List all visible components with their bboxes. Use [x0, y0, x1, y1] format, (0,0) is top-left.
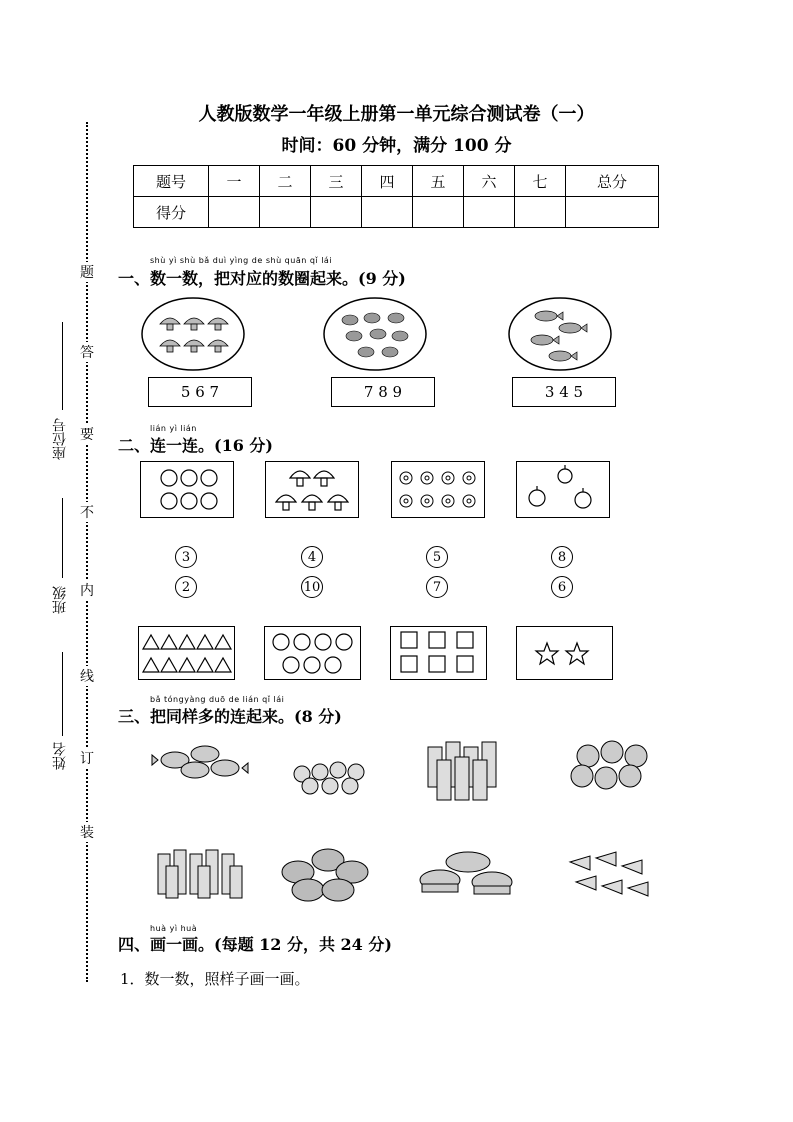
flower-icon-group	[392, 462, 484, 517]
class-field[interactable]	[62, 498, 63, 578]
score-header-cell: 总分	[566, 166, 659, 197]
fish-icon-group	[531, 311, 587, 361]
bottle-icon-group	[428, 742, 496, 800]
score-cell[interactable]	[362, 197, 413, 228]
bottom-number-circle[interactable]: 2	[175, 576, 197, 598]
square-icon-group	[391, 627, 486, 679]
section1-ovals	[140, 296, 700, 376]
seat-number-field[interactable]	[62, 322, 63, 410]
score-header-cell: 五	[413, 166, 464, 197]
orange-box	[140, 461, 234, 518]
candy-icon-group	[152, 746, 248, 778]
section2-title: 二、连一连。(16 分)	[118, 436, 273, 455]
score-header-cell: 四	[362, 166, 413, 197]
square-box	[390, 626, 487, 680]
star-box	[516, 626, 613, 680]
score-cell[interactable]	[464, 197, 515, 228]
score-table	[133, 165, 659, 228]
mushroom-box	[265, 461, 359, 518]
triangle-box	[138, 626, 235, 680]
score-header-cell: 二	[260, 166, 311, 197]
score-header-cell: 三	[311, 166, 362, 197]
binding-dotted-line	[86, 122, 88, 982]
bottle-row-icon-group	[158, 850, 242, 898]
count-choice-box[interactable]: 3 4 5	[512, 377, 616, 407]
apple-icon-group	[517, 462, 609, 517]
section4-title: 四、画一画。(每题 12 分，共 24 分)	[118, 935, 392, 954]
top-number-circle[interactable]: 5	[426, 546, 448, 568]
binding-char: 不	[80, 502, 94, 522]
mushroom-oval	[142, 298, 244, 370]
mushroom-icon-group	[160, 318, 228, 352]
mushroom-icon-group	[266, 462, 358, 517]
score-header-row	[134, 166, 659, 197]
class-label: 班级	[52, 586, 68, 614]
score-cell[interactable]	[566, 197, 659, 228]
small-apple-icon-group	[294, 762, 364, 794]
top-number-circle[interactable]: 8	[551, 546, 573, 568]
circle-icon-group	[265, 627, 360, 679]
score-cell[interactable]	[515, 197, 566, 228]
orange-icon-group	[141, 462, 233, 517]
name-label: 姓名	[52, 742, 68, 770]
score-header-cell: 六	[464, 166, 515, 197]
question-4-1: 1．数一数，照样子画一画。	[120, 970, 310, 988]
section4-pinyin: huà yì huà	[150, 924, 198, 933]
bottom-number-circle[interactable]: 6	[551, 576, 573, 598]
cake-icon-group	[570, 852, 648, 896]
top-number-circle[interactable]: 3	[175, 546, 197, 568]
binding-char: 内	[80, 580, 94, 600]
score-cell[interactable]	[209, 197, 260, 228]
page-title: 人教版数学一年级上册第一单元综合测试卷（一）	[198, 104, 595, 125]
circle-box	[264, 626, 361, 680]
section2-pinyin: lián yì lián	[150, 424, 197, 433]
binding-char: 订	[80, 748, 94, 768]
section1-title: 一、数一数，把对应的数圈起来。(9 分)	[118, 269, 406, 288]
binding-char: 答	[80, 342, 94, 362]
binding-char: 线	[80, 666, 94, 686]
bottom-number-circle[interactable]: 7	[426, 576, 448, 598]
binding-char: 装	[80, 822, 94, 842]
score-cell[interactable]	[311, 197, 362, 228]
score-header-cell: 一	[209, 166, 260, 197]
binding-char: 要	[80, 424, 94, 444]
big-apple-icon-group	[571, 741, 647, 789]
section3-title: 三、把同样多的连起来。(8 分)	[118, 707, 342, 726]
count-choice-box[interactable]: 5 6 7	[148, 377, 252, 407]
score-header-cell: 七	[515, 166, 566, 197]
score-row	[134, 197, 659, 228]
butterfly-icon-group	[342, 313, 408, 357]
top-number-circle[interactable]: 4	[301, 546, 323, 568]
section3-pictures	[150, 732, 660, 912]
seat-number-label: 座位号	[52, 418, 68, 460]
name-field[interactable]	[62, 652, 63, 736]
score-header-cell: 题号	[134, 166, 209, 197]
burger-icon-group	[420, 852, 512, 894]
binding-char: 题	[80, 262, 94, 282]
count-choice-box[interactable]: 7 8 9	[331, 377, 435, 407]
star-icon-group	[517, 627, 612, 679]
section3-pinyin: bǎ tóngyàng duō de lián qǐ lái	[150, 695, 285, 704]
score-cell[interactable]	[260, 197, 311, 228]
triangle-icon-group	[139, 627, 234, 679]
bottom-number-circle[interactable]: 10	[301, 576, 323, 598]
flower-box	[391, 461, 485, 518]
potato-icon-group	[282, 849, 368, 901]
section1-pinyin: shù yì shù bǎ duì yìng de shù quān qǐ lái	[150, 256, 333, 265]
score-row-label: 得分	[134, 197, 209, 228]
score-cell[interactable]	[413, 197, 464, 228]
page-subtitle: 时间：60 分钟，满分 100 分	[281, 136, 512, 156]
apple-box	[516, 461, 610, 518]
